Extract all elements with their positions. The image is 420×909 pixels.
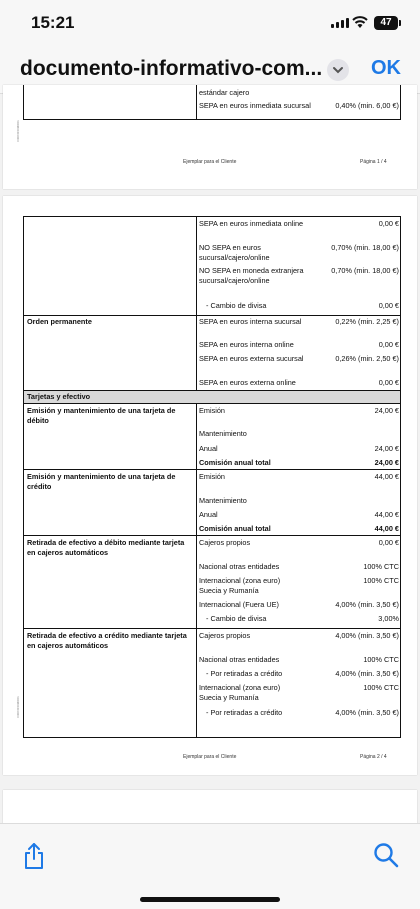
service-label: Emisión — [199, 472, 225, 481]
title-menu-button[interactable] — [327, 59, 349, 81]
service-label: Nacional otras entidades — [199, 655, 280, 664]
service-value: 100% CTC — [363, 562, 399, 571]
row-label-credit-withdrawal: Retirada de efectivo a crédito mediante tarjeta en cajeros automáticos — [27, 631, 187, 650]
document-viewport[interactable] — [0, 88, 420, 823]
row-label-credit-card: Emisión y mantenimiento de una tarjeta de crédito — [27, 472, 176, 491]
service-value: 24,00 € — [374, 444, 399, 453]
service-label: Internacional (Fuera UE) — [199, 600, 279, 609]
wifi-icon — [352, 15, 368, 29]
service-label: Comisión anual total — [199, 458, 271, 467]
row-label-orden-permanente: Orden permanente — [27, 317, 92, 326]
row-label-debit-card: Emisión y mantenimiento de una tarjeta de débito — [27, 406, 176, 425]
row-label-debit-withdrawal: Retirada de efectivo a débito mediante tarjeta en cajeros automáticos — [27, 538, 185, 557]
service-value: 0,70% (min. 18,00 €) — [331, 266, 399, 275]
service-label: SEPA en euros inmediata online — [199, 219, 304, 228]
bottom-toolbar — [0, 823, 420, 909]
share-icon[interactable] — [23, 842, 45, 870]
page2-side-code: DOINCOM001 — [16, 696, 20, 718]
page2-footer-left: Ejemplar para el Cliente — [183, 754, 237, 760]
service-value: 44,00 € — [374, 524, 399, 533]
home-indicator — [140, 897, 280, 902]
service-value: 0,00 € — [378, 340, 399, 349]
service-label: - Por retiradas a crédito — [206, 669, 283, 678]
section-title: Tarjetas y efectivo — [27, 392, 91, 401]
document-title: documento-informativo-com... — [20, 57, 323, 80]
cellular-signal-icon — [331, 18, 349, 28]
page2-footer-right: Página 2 / 4 — [360, 754, 387, 760]
page1-side-code: DOINCOM001 — [16, 120, 20, 142]
ok-button[interactable]: OK — [371, 57, 401, 79]
service-label: - Cambio de divisa — [206, 614, 267, 623]
status-time: 15:21 — [31, 13, 75, 32]
page1-service: SEPA en euros inmediata sucursal — [199, 101, 311, 110]
service-value: 24,00 € — [374, 458, 399, 467]
page1-footer-right: Página 1 / 4 — [360, 159, 387, 165]
service-label: Mantenimiento — [199, 496, 247, 505]
status-bar — [0, 0, 420, 48]
service-value: 100% CTC — [363, 683, 399, 692]
service-label: Nacional otras entidades — [199, 562, 280, 571]
service-label: Anual — [199, 510, 218, 519]
service-value: 44,00 € — [374, 472, 399, 481]
service-value: 100% CTC — [363, 576, 399, 585]
service-value: 4,00% (min. 3,50 €) — [335, 669, 399, 678]
service-label: Internacional (zona euro) Suecia y Rumanía — [199, 576, 281, 595]
service-label: Internacional (zona euro) Suecia y Rumanía — [199, 683, 281, 702]
document-page-2 — [3, 196, 417, 775]
service-label: Cajeros propios — [199, 538, 251, 547]
service-label: SEPA en euros externa sucursal — [199, 354, 304, 363]
service-label: NO SEPA en moneda extranjera sucursal/cajero/online — [199, 266, 304, 285]
service-value: 24,00 € — [374, 406, 399, 415]
chevron-down-icon — [327, 59, 349, 81]
service-label: Comisión anual total — [199, 524, 271, 533]
service-label: Mantenimiento — [199, 429, 247, 438]
service-value: 4,00% (min. 3,50 €) — [335, 708, 399, 717]
service-value: 0,22% (min. 2,25 €) — [335, 317, 399, 326]
search-icon[interactable] — [373, 842, 399, 868]
battery-icon: 47 — [374, 16, 398, 30]
service-value: 0,00 € — [378, 378, 399, 387]
service-value: 0,00 € — [378, 301, 399, 310]
service-value: 44,00 € — [374, 510, 399, 519]
document-page-1 — [3, 85, 417, 189]
service-label: SEPA en euros externa online — [199, 378, 296, 387]
service-label: NO SEPA en euros sucursal/cajero/online — [199, 243, 270, 262]
page1-footer-left: Ejemplar para el Cliente — [183, 159, 237, 165]
service-value: 0,00 € — [378, 219, 399, 228]
service-value: 4,00% (min. 3,50 €) — [335, 631, 399, 640]
service-value: 4,00% (min. 3,50 €) — [335, 600, 399, 609]
service-value: 0,26% (min. 2,50 €) — [335, 354, 399, 363]
page1-value: 0,40% (min. 6,00 €) — [335, 101, 399, 110]
service-label: - Cambio de divisa — [206, 301, 267, 310]
service-label: Anual — [199, 444, 218, 453]
service-label: SEPA en euros interna sucursal — [199, 317, 302, 326]
service-value: 3,00% — [378, 614, 399, 623]
service-label: SEPA en euros interna online — [199, 340, 294, 349]
page1-service: estándar cajero — [199, 88, 250, 97]
service-value: 0,00 € — [378, 538, 399, 547]
service-label: Cajeros propios — [199, 631, 251, 640]
service-value: 100% CTC — [363, 655, 399, 664]
service-label: - Por retiradas a crédito — [206, 708, 283, 717]
service-label: Emisión — [199, 406, 225, 415]
service-value: 0,70% (min. 18,00 €) — [331, 243, 399, 252]
